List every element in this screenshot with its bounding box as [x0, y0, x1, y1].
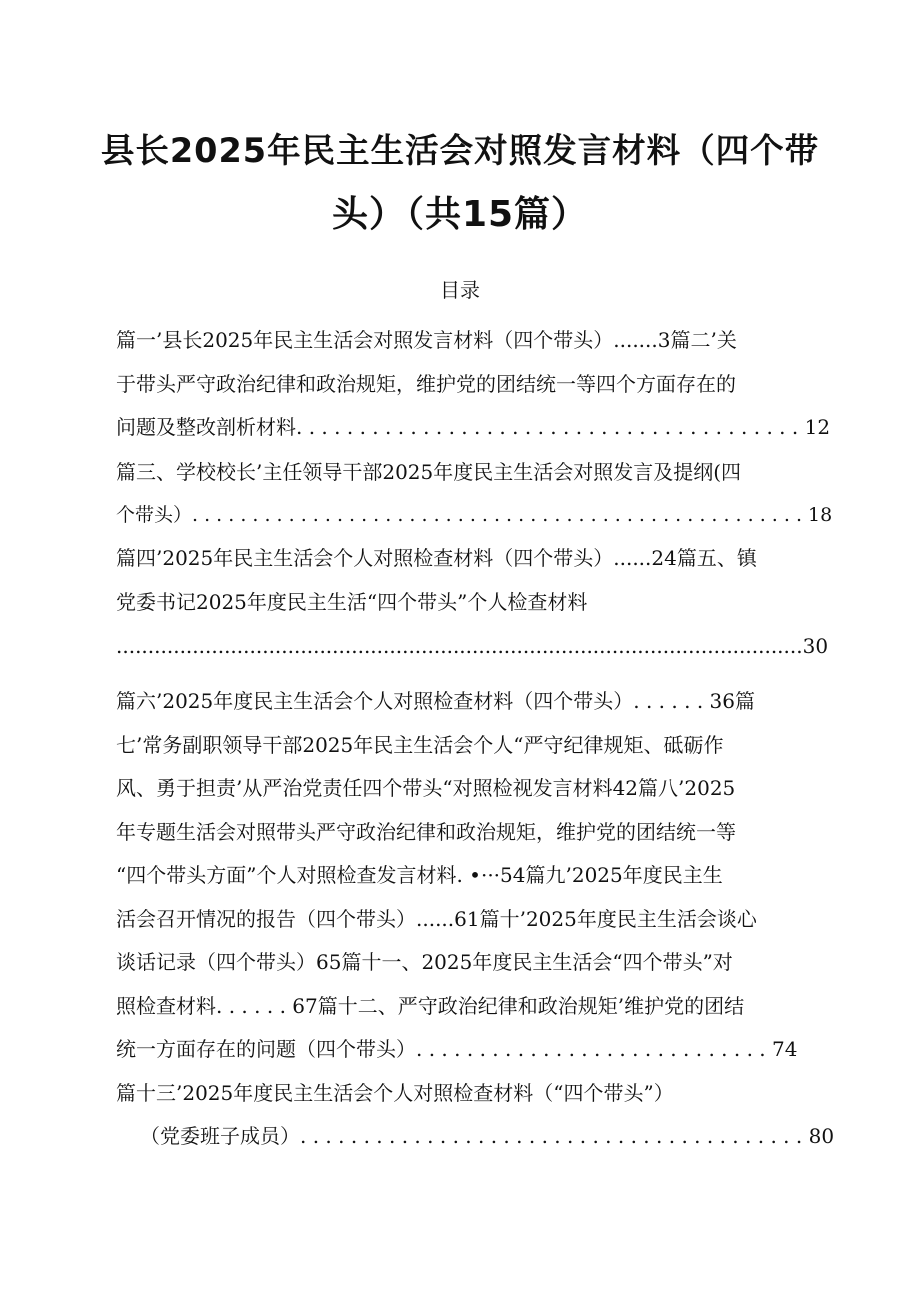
toc-line: 个带头）. . . . . . . . . . . . . . . . . . . . . . . . . . . . . . . . . . . . . . . . . . . . . . . . . . . 18 [116, 504, 833, 526]
document-title-line-2: 头）（共15篇） [331, 194, 589, 235]
toc-line: 党委书记2025年度民主生活“四个带头”个人检查材料 [116, 590, 588, 614]
toc-line: “四个带头方面”个人对照检查发言材料. •···54篇九’2025年度民主生 [116, 863, 723, 887]
toc-line: 年专题生活会对照带头严守政治纪律和政治规矩，维护党的团结统一等 [116, 820, 736, 844]
toc-line: 篇六’2025年度民主生活会个人对照检查材料（四个带头）. . . . . . 36篇 [116, 689, 755, 713]
toc-line: 七’常务副职领导干部2025年民主生活会个人“严守纪律规矩、砥砺作 [116, 733, 724, 757]
toc-line: 问题及整改剖析材料. . . . . . . . . . . . . . . . . . . . . . . . . . . . . . . . . . . . . . . . 12 [116, 415, 831, 439]
toc-line: 谈话记录（四个带头）65篇十一、2025年度民主生活会“四个带头”对 [116, 950, 733, 974]
toc-line: ............................................................................................................30 [116, 634, 829, 658]
document-title-line-1: 县长2025年民主生活会对照发言材料（四个带 [100, 131, 820, 170]
toc-line: （党委班子成员）. . . . . . . . . . . . . . . . . . . . . . . . . . . . . . . . . . . . . . . . 80 [140, 1124, 835, 1148]
toc-line: 篇十三’2025年度民主生活会个人对照检查材料（“四个带头”） [116, 1081, 674, 1105]
toc-line: 风、勇于担责’从严治党责任四个带头“对照检视发言材料42篇八’2025 [116, 776, 736, 800]
toc-line: 篇三、学校校长’主任领导干部2025年度民主生活会对照发言及提纲(四 [116, 460, 742, 484]
toc-heading: 目录 [440, 278, 480, 302]
toc-line: 活会召开情况的报告（四个带头）......61篇十’2025年度民主生活会谈心 [116, 907, 757, 931]
toc-line: 篇一’县长2025年民主生活会对照发言材料（四个带头）.......3篇二’关 [116, 328, 737, 352]
toc-line: 于带头严守政治纪律和政治规矩，维护党的团结统一等四个方面存在的 [116, 372, 736, 396]
toc-line: 统一方面存在的问题（四个带头）. . . . . . . . . . . . . . . . . . . . . . . . . . . . 74 [116, 1037, 798, 1061]
toc-line: 篇四’2025年民主生活会个人对照检查材料（四个带头）......24篇五、镇 [116, 546, 757, 570]
toc-line: 照检查材料. . . . . . 67篇十二、严守政治纪律和政治规矩’维护党的团结 [116, 994, 745, 1018]
